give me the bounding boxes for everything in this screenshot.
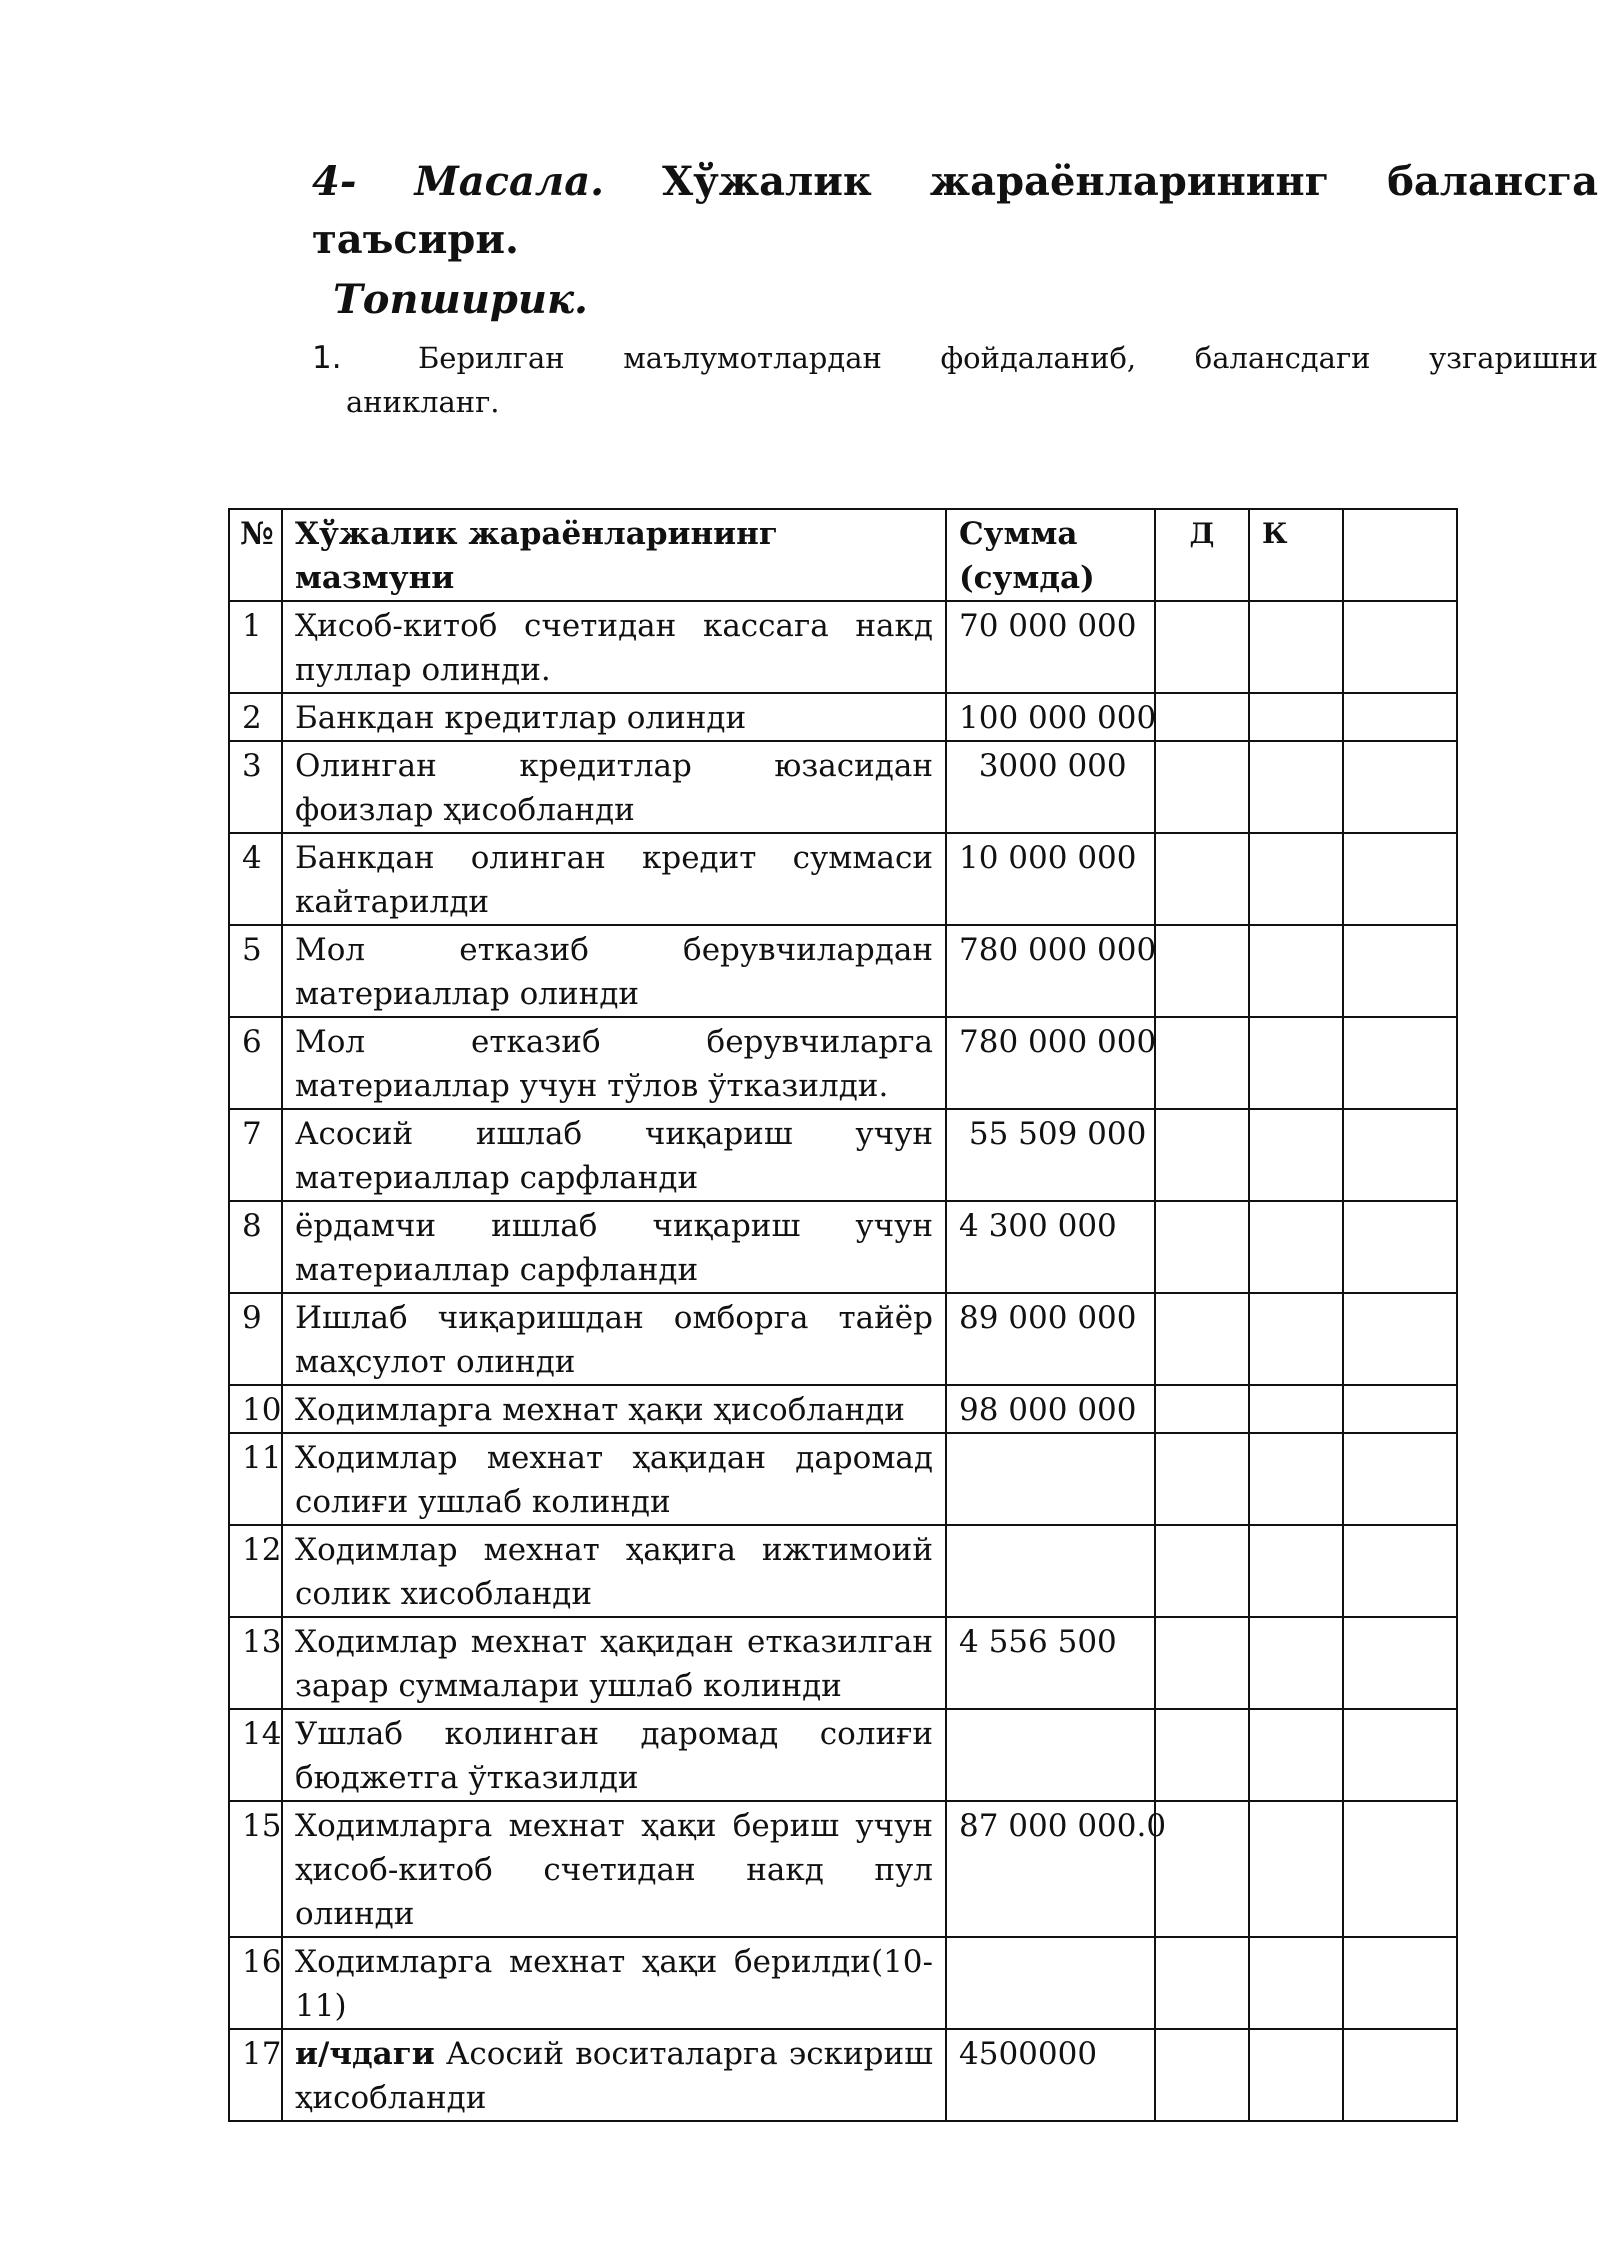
extra-cell[interactable] <box>1343 2029 1457 2121</box>
table-row <box>229 1937 1457 2029</box>
row-description-text: Мол етказиб берувчилардан материаллар олинди <box>295 932 933 1012</box>
extra-cell[interactable] <box>1343 741 1457 833</box>
row-description <box>282 1017 946 1109</box>
row-description <box>282 1525 946 1617</box>
table-row <box>229 601 1457 693</box>
credit-cell[interactable] <box>1249 601 1343 693</box>
task-number: 1. <box>312 340 342 376</box>
row-amount: 55 509 000 <box>946 1109 1155 1201</box>
row-number: 17 <box>229 2029 282 2121</box>
title-line-2: таъсири. <box>312 216 519 263</box>
row-amount <box>946 1937 1155 2029</box>
extra-cell[interactable] <box>1343 1201 1457 1293</box>
table-row <box>229 2029 1457 2121</box>
table-row <box>229 1433 1457 1525</box>
credit-cell[interactable] <box>1249 2029 1343 2121</box>
row-description <box>282 833 946 925</box>
row-prefix: и/чдаги <box>295 2036 435 2072</box>
row-description-text: Ходимлар мехнат ҳақидан етказилган зарар суммалари ушлаб колинди <box>295 1624 933 1704</box>
row-number: 3 <box>229 741 282 833</box>
table-row <box>229 1709 1457 1801</box>
extra-cell[interactable] <box>1343 1109 1457 1201</box>
credit-cell[interactable] <box>1249 1017 1343 1109</box>
credit-cell[interactable] <box>1249 1293 1343 1385</box>
row-description <box>282 1617 946 1709</box>
row-description <box>282 1385 946 1433</box>
debit-cell[interactable] <box>1155 741 1249 833</box>
row-amount: 87 000 000.0 <box>946 1801 1155 1937</box>
row-description-text: Мол етказиб берувчиларга материаллар учун тўлов ўтказилди. <box>295 1024 933 1104</box>
row-number: 11 <box>229 1433 282 1525</box>
title-line-1: Хўжалик жараёнларининг балансга <box>662 158 1598 205</box>
extra-cell[interactable] <box>1343 833 1457 925</box>
problem-number: 4- <box>312 158 357 205</box>
problem-word: Масала. <box>414 158 605 205</box>
extra-cell[interactable] <box>1343 1801 1457 1937</box>
table-row <box>229 741 1457 833</box>
credit-cell[interactable] <box>1249 833 1343 925</box>
credit-cell[interactable] <box>1249 1709 1343 1801</box>
table-row <box>229 925 1457 1017</box>
extra-cell[interactable] <box>1343 693 1457 741</box>
extra-cell[interactable] <box>1343 601 1457 693</box>
row-amount: 4 556 500 <box>946 1617 1155 1709</box>
row-description-text: Банкдан кредитлар олинди <box>295 700 747 736</box>
table-row <box>229 1201 1457 1293</box>
row-amount <box>946 1525 1155 1617</box>
row-amount <box>946 1433 1155 1525</box>
row-amount: 10 000 000 <box>946 833 1155 925</box>
row-number: 12 <box>229 1525 282 1617</box>
row-description-text: Олинган кредитлар юзасидан фоизлар ҳисобланди <box>295 748 933 828</box>
header-content: Хўжалик жараёнларининг мазмуни <box>282 509 946 601</box>
credit-cell[interactable] <box>1249 1937 1343 2029</box>
debit-cell[interactable] <box>1155 1709 1249 1801</box>
row-number: 9 <box>229 1293 282 1385</box>
row-amount: 4 300 000 <box>946 1201 1155 1293</box>
extra-cell[interactable] <box>1343 1385 1457 1433</box>
row-description <box>282 741 946 833</box>
table-row <box>229 1801 1457 1937</box>
extra-cell[interactable] <box>1343 1433 1457 1525</box>
extra-cell[interactable] <box>1343 1937 1457 2029</box>
table-row <box>229 693 1457 741</box>
debit-cell[interactable] <box>1155 1109 1249 1201</box>
row-description <box>282 925 946 1017</box>
row-description-text: Асосий ишлаб чиқариш учун материаллар сарфланди <box>295 1116 933 1196</box>
extra-cell[interactable] <box>1343 1017 1457 1109</box>
extra-cell[interactable] <box>1343 1525 1457 1617</box>
row-description <box>282 1293 946 1385</box>
credit-cell[interactable] <box>1249 693 1343 741</box>
task-text-line-2: аникланг. <box>346 385 500 419</box>
row-amount: 100 000 000 <box>946 693 1155 741</box>
credit-cell[interactable] <box>1249 1433 1343 1525</box>
extra-cell[interactable] <box>1343 925 1457 1017</box>
row-description-text: Ходимлар мехнат ҳақидан даромад солиғи ушлаб колинди <box>295 1440 933 1520</box>
row-description <box>282 1709 946 1801</box>
row-description <box>282 1937 946 2029</box>
debit-cell[interactable] <box>1155 833 1249 925</box>
task-item <box>312 336 1598 424</box>
debit-cell[interactable] <box>1155 1017 1249 1109</box>
page-title <box>312 154 1598 210</box>
credit-cell[interactable] <box>1249 1385 1343 1433</box>
row-number: 2 <box>229 693 282 741</box>
extra-cell[interactable] <box>1343 1617 1457 1709</box>
row-description <box>282 1109 946 1201</box>
row-number: 14 <box>229 1709 282 1801</box>
row-description-text: Ушлаб колинган даромад солиғи бюджетга ўтказилди <box>295 1716 933 1796</box>
extra-cell[interactable] <box>1343 1293 1457 1385</box>
row-amount: 4500000 <box>946 2029 1155 2121</box>
debit-cell[interactable] <box>1155 1293 1249 1385</box>
credit-cell[interactable] <box>1249 1201 1343 1293</box>
row-number: 5 <box>229 925 282 1017</box>
operations-table <box>228 508 1458 2122</box>
credit-cell[interactable] <box>1249 1109 1343 1201</box>
table-row <box>229 1525 1457 1617</box>
row-description <box>282 1201 946 1293</box>
row-description <box>282 2029 946 2121</box>
table-row <box>229 833 1457 925</box>
credit-cell[interactable] <box>1249 1801 1343 1937</box>
subtitle: Топширик. <box>333 276 588 323</box>
row-description <box>282 693 946 741</box>
row-number: 6 <box>229 1017 282 1109</box>
row-number: 4 <box>229 833 282 925</box>
credit-cell[interactable] <box>1249 1525 1343 1617</box>
debit-cell[interactable] <box>1155 601 1249 693</box>
credit-cell[interactable] <box>1249 1617 1343 1709</box>
credit-cell[interactable] <box>1249 925 1343 1017</box>
debit-cell[interactable] <box>1155 693 1249 741</box>
row-description-text: Ишлаб чиқаришдан омборга тайёр маҳсулот олинди <box>295 1300 933 1380</box>
row-number: 1 <box>229 601 282 693</box>
table-row <box>229 1385 1457 1433</box>
header-amount: Сумма (сумда) <box>946 509 1155 601</box>
table-row <box>229 1293 1457 1385</box>
row-amount: 3000 000 <box>946 741 1155 833</box>
row-number: 8 <box>229 1201 282 1293</box>
row-amount: 780 000 000 <box>946 925 1155 1017</box>
row-amount: 89 000 000 <box>946 1293 1155 1385</box>
table-row <box>229 1109 1457 1201</box>
header-extra <box>1343 509 1457 601</box>
debit-cell[interactable] <box>1155 1433 1249 1525</box>
row-description-text: Ходимлар мехнат ҳақига ижтимоий солик хисобланди <box>295 1532 933 1612</box>
row-description <box>282 601 946 693</box>
row-amount: 780 000 000 <box>946 1017 1155 1109</box>
debit-cell[interactable] <box>1155 1617 1249 1709</box>
row-description <box>282 1433 946 1525</box>
header-debit: Д <box>1155 509 1249 601</box>
row-description-text: Ходимларга мехнат ҳақи ҳисобланди <box>295 1392 905 1428</box>
debit-cell[interactable] <box>1155 1937 1249 2029</box>
task-text-line-1: Берилган маълумотлардан фойдаланиб, балансдаги узгаришни <box>418 341 1598 375</box>
row-number: 15 <box>229 1801 282 1937</box>
header-num: № <box>229 509 282 601</box>
row-amount <box>946 1709 1155 1801</box>
row-amount: 98 000 000 <box>946 1385 1155 1433</box>
header-credit: К <box>1249 509 1343 601</box>
debit-cell[interactable] <box>1155 1801 1249 1937</box>
row-description-text: ёрдамчи ишлаб чиқариш учун материаллар сарфланди <box>295 1208 933 1288</box>
debit-cell[interactable] <box>1155 1385 1249 1433</box>
debit-cell[interactable] <box>1155 1525 1249 1617</box>
table-row <box>229 1617 1457 1709</box>
row-number: 7 <box>229 1109 282 1201</box>
table-header-row <box>229 509 1457 601</box>
row-description-text: Банкдан олинган кредит суммаси кайтарилди <box>295 840 933 920</box>
row-description-text: Ходимларга мехнат ҳақи бериш учун ҳисоб-китоб счетидан накд пул олинди <box>295 1808 933 1932</box>
debit-cell[interactable] <box>1155 1201 1249 1293</box>
credit-cell[interactable] <box>1249 741 1343 833</box>
row-amount: 70 000 000 <box>946 601 1155 693</box>
extra-cell[interactable] <box>1343 1709 1457 1801</box>
row-description-text: Ходимларга мехнат ҳақи берилди(10-11) <box>295 1944 933 2024</box>
row-number: 16 <box>229 1937 282 2029</box>
row-description-text: Асосий воситаларга эскириш ҳисобланди <box>295 2036 933 2116</box>
table-row <box>229 1017 1457 1109</box>
row-description-text: Ҳисоб-китоб счетидан кассага накд пуллар олинди. <box>295 608 933 688</box>
row-number: 10 <box>229 1385 282 1433</box>
row-description <box>282 1801 946 1937</box>
debit-cell[interactable] <box>1155 925 1249 1017</box>
debit-cell[interactable] <box>1155 2029 1249 2121</box>
row-number: 13 <box>229 1617 282 1709</box>
